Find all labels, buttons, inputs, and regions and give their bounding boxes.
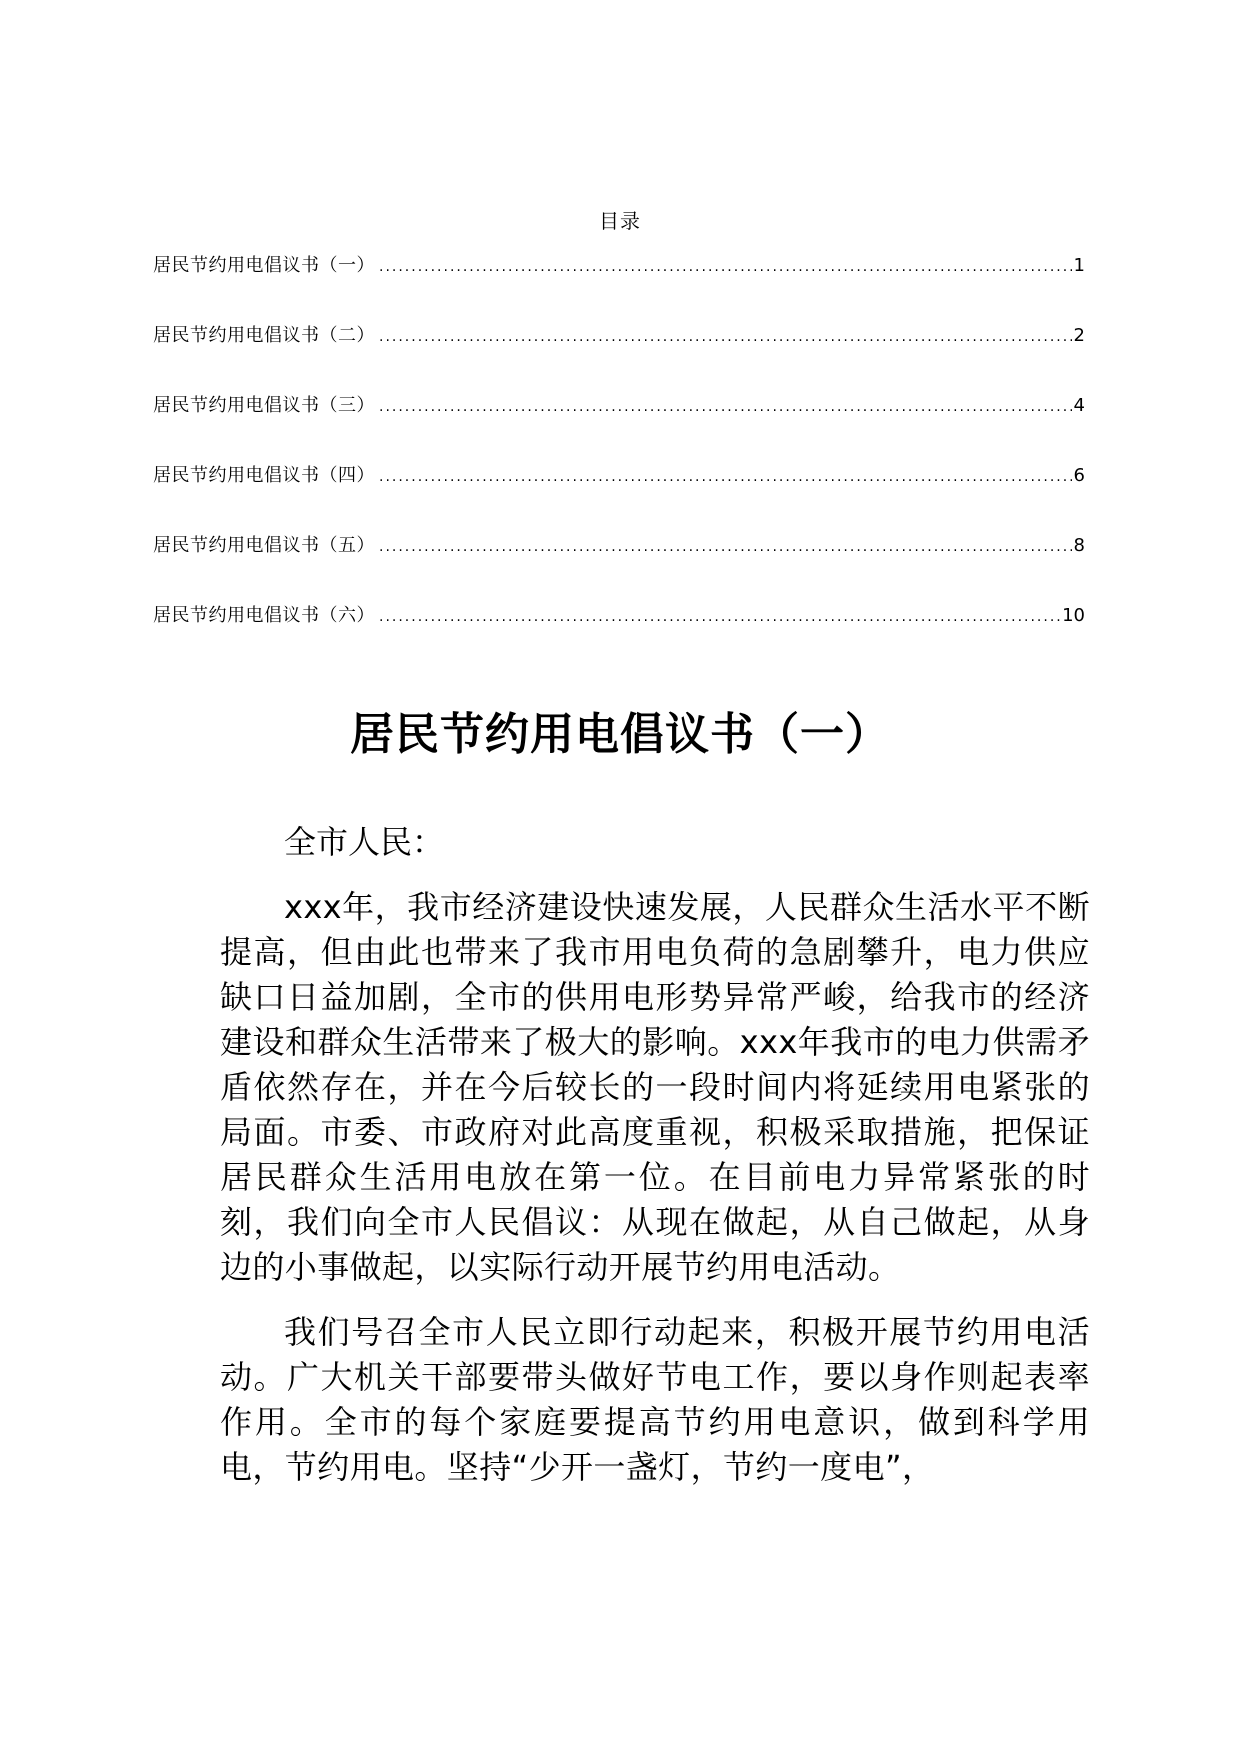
toc-entry-1[interactable]	[153, 252, 1085, 322]
toc-dot-leader	[379, 323, 1072, 351]
toc-entry-2[interactable]	[153, 322, 1085, 392]
toc-dot-leader	[379, 253, 1072, 281]
toc-entry-label: 居民节约用电倡议书（四）	[153, 465, 375, 486]
document-title: 居民节约用电倡议书（一）	[350, 709, 890, 760]
toc-entry-label: 居民节约用电倡议书（三）	[153, 395, 375, 416]
toc-entry-page: 10	[1062, 605, 1085, 626]
toc-entry-page: 1	[1073, 255, 1085, 276]
toc-dot-leader	[379, 533, 1072, 561]
toc-entry-page: 2	[1073, 325, 1085, 346]
table-of-contents	[153, 252, 1085, 672]
toc-entry-page: 4	[1073, 395, 1085, 416]
toc-entry-label: 居民节约用电倡议书（二）	[153, 325, 375, 346]
toc-title: 目录	[599, 209, 641, 233]
toc-entry-3[interactable]	[153, 392, 1085, 462]
toc-entry-label: 居民节约用电倡议书（五）	[153, 535, 375, 556]
salutation: 全市人民：	[284, 823, 445, 861]
toc-dot-leader	[379, 603, 1060, 631]
toc-entry-label: 居民节约用电倡议书（六）	[153, 605, 375, 626]
toc-entry-label: 居民节约用电倡议书（一）	[153, 255, 375, 276]
toc-entry-page: 8	[1073, 535, 1085, 556]
document-body	[220, 820, 1090, 1510]
toc-dot-leader	[379, 393, 1072, 421]
toc-entry-6[interactable]	[153, 602, 1085, 672]
toc-entry-4[interactable]	[153, 462, 1085, 532]
toc-dot-leader	[379, 463, 1072, 491]
body-paragraph-1: xxx年，我市经济建设快速发展，人民群众生活水平不断提高，但由此也带来了我市用电负荷的急剧攀升，电力供应缺口日益加剧，全市的供用电形势异常严峻，给我市的经济建设和群众生活带来了极大的影响。xxx年我市的电力供需矛盾依然存在，并在今后较长的一段时间内将延续用电紧张的局面。市委、市政府对此高度重视，积极采取措施，把保证居民群众生活用电放在第一位。在目前电力异常紧张的时刻，我们向全市人民倡议：从现在做起，从自己做起，从身边的小事做起，以实际行动开展节约用电活动。	[220, 888, 1090, 1286]
toc-entry-5[interactable]	[153, 532, 1085, 602]
body-paragraph-2: 我们号召全市人民立即行动起来，积极开展节约用电活动。广大机关干部要带头做好节电工作，要以身作则起表率作用。全市的每个家庭要提高节约用电意识，做到科学用电，节约用电。坚持“少开一盏灯，节约一度电”，	[220, 1313, 1090, 1486]
toc-entry-page: 6	[1073, 465, 1085, 486]
